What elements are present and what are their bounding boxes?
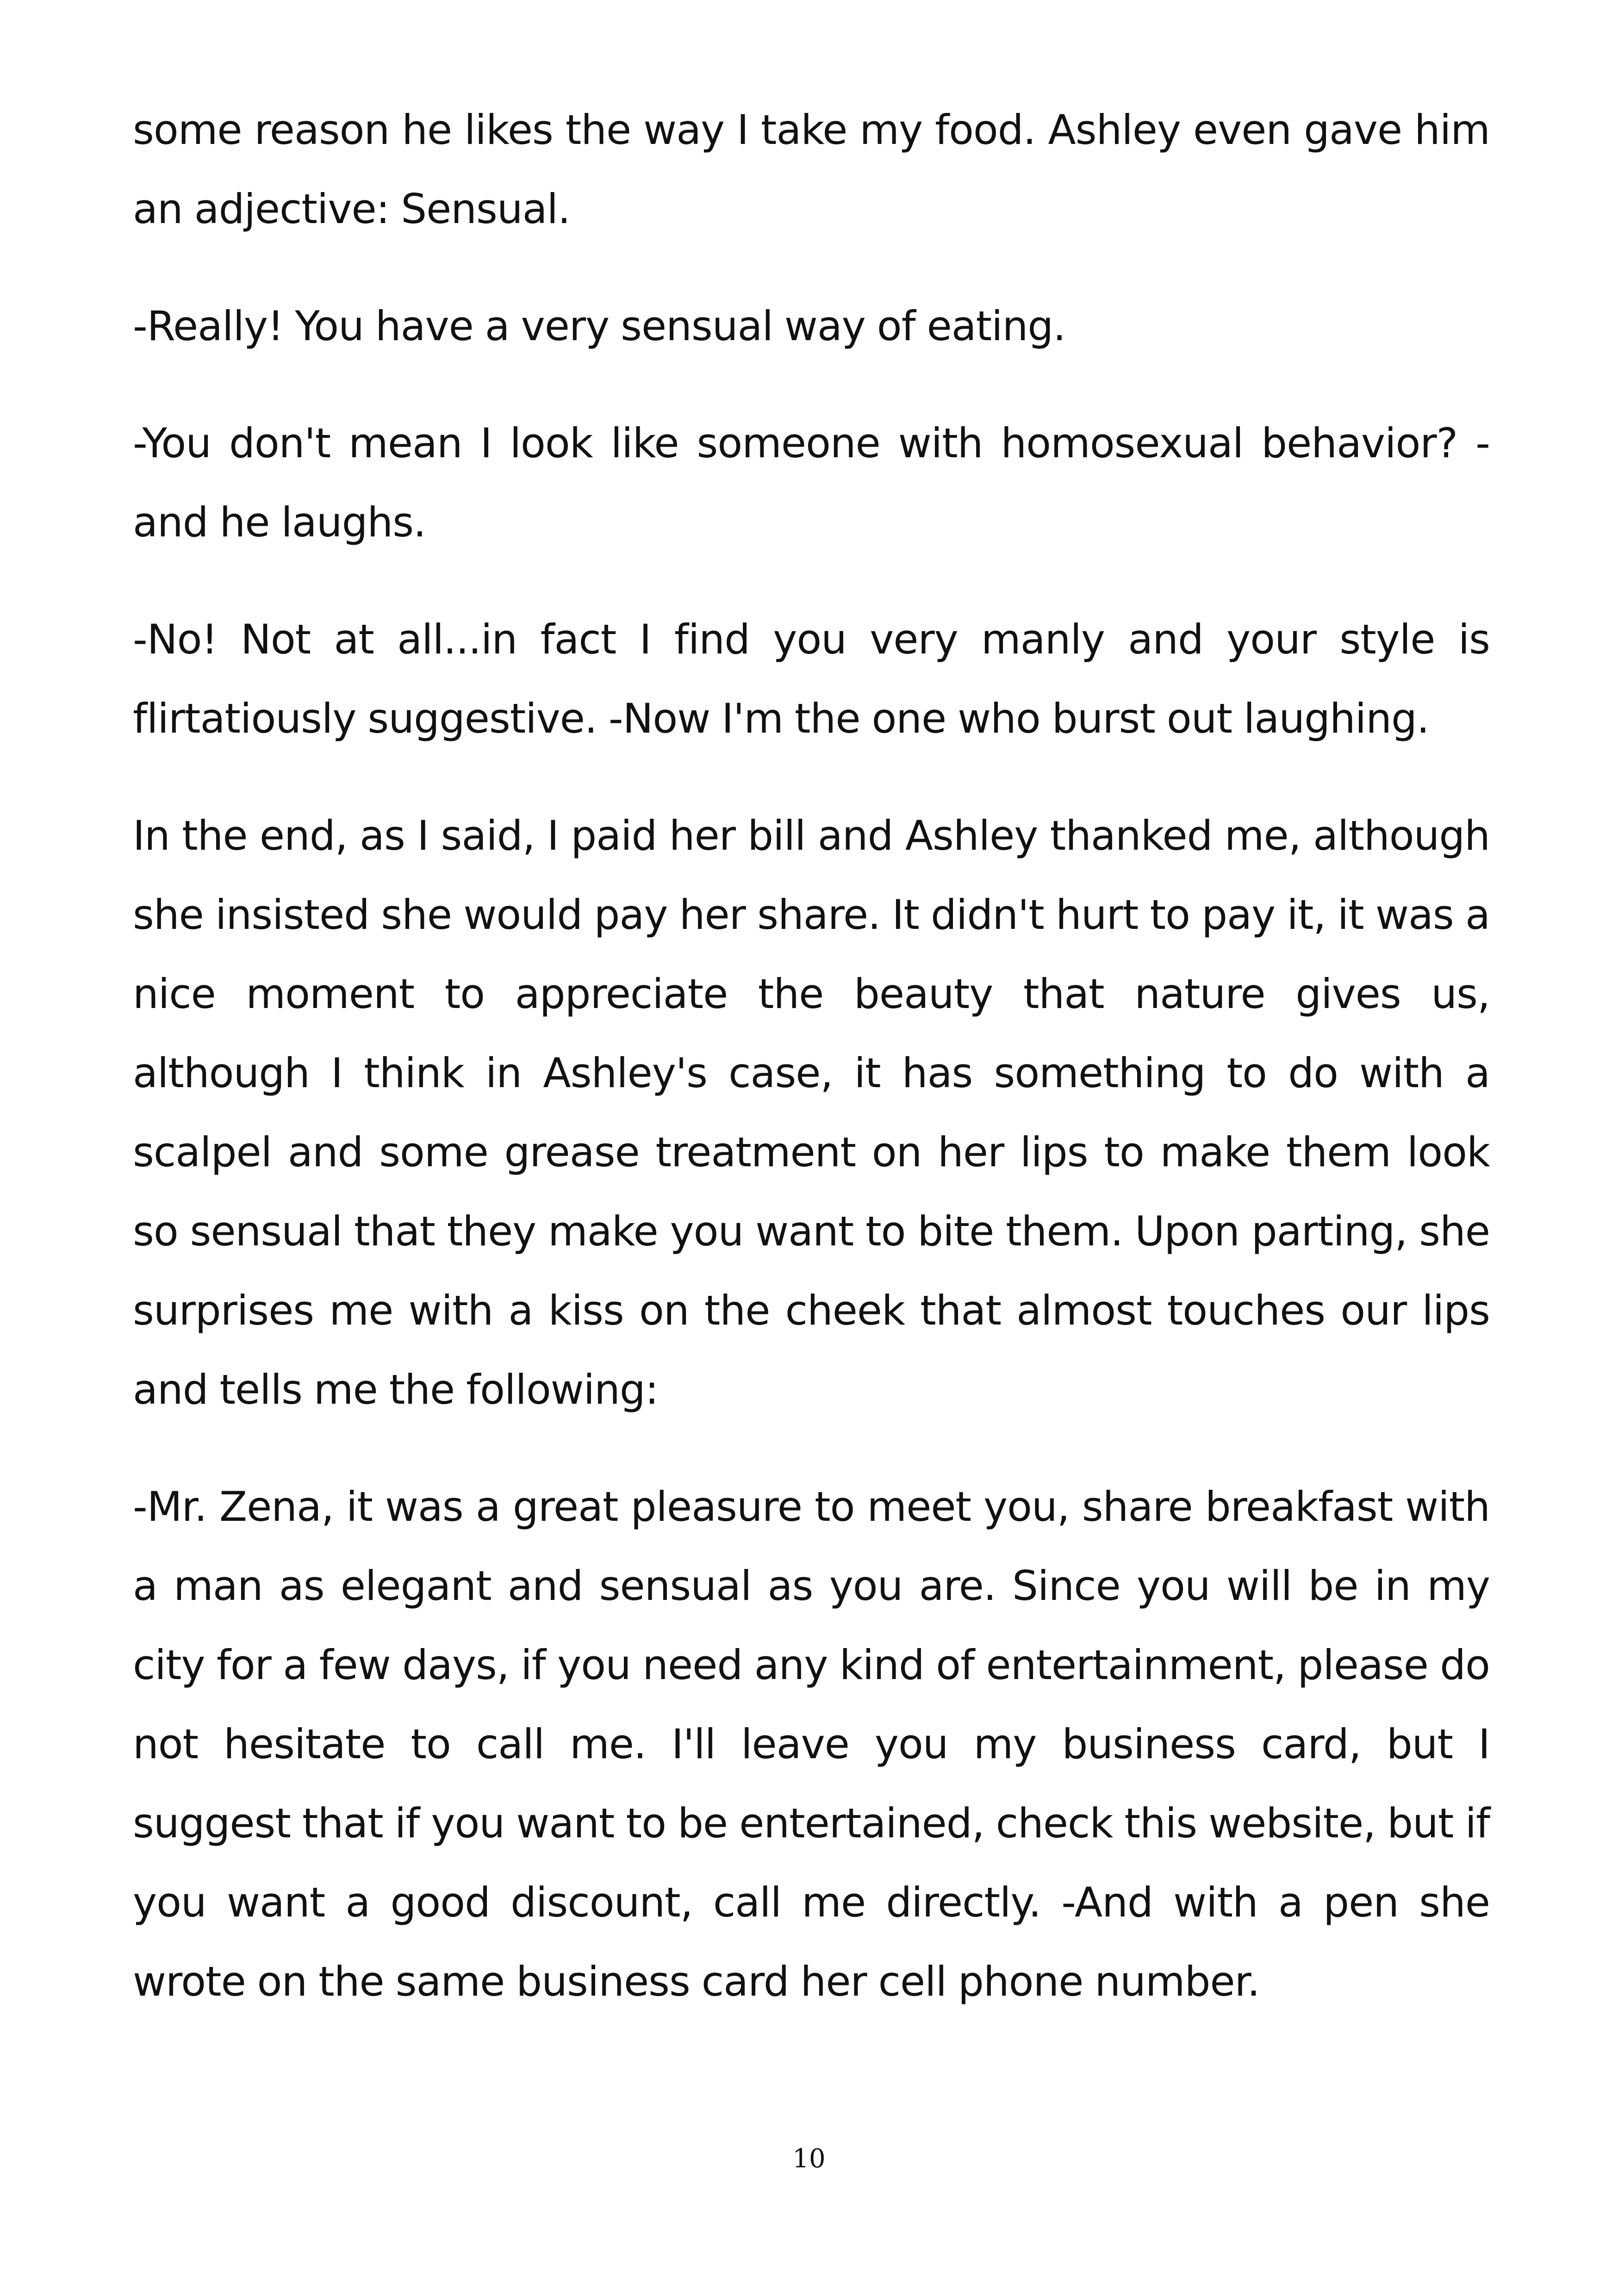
paragraph: some reason he likes the way I take my food. Ashley even gave him an adjective: Sensual.	[133, 106, 1490, 233]
page-body	[133, 90, 1490, 2059]
paragraph: -Really! You have a very sensual way of eating.	[133, 302, 1066, 350]
paragraph: -Mr. Zena, it was a great pleasure to meet you, share breakfast with a man as elegant and sensual as you are. Since you will be in my city for a few days, if you need any kind of entertainment, please do not hesitate to call me. I'll leave you my business card, but I suggest that if you want to be entertained, check this website, but if you want a good discount, call me directly. -And with a pen she wrote on the same business card her cell phone number.	[133, 1483, 1490, 2005]
page-number: 10	[792, 2144, 826, 2174]
paragraph: In the end, as I said, I paid her bill and Ashley thanked me, although she insisted she would pay her share. It didn't hurt to pay it, it was a nice moment to appreciate the beauty that nature gives us, although I think in Ashley's case, it has something to do with a scalpel and some grease treatment on her lips to make them look so sensual that they make you want to bite them. Upon parting, she surprises me with a kiss on the cheek that almost touches our lips and tells me the following:	[133, 812, 1490, 1413]
paragraph: -You don't mean I look like someone with homosexual behavior? - and he laughs.	[133, 419, 1490, 546]
paragraph: -No! Not at all...in fact I find you very manly and your style is flirtatiously suggestive. -Now I'm the one who burst out laughing.	[133, 616, 1490, 742]
